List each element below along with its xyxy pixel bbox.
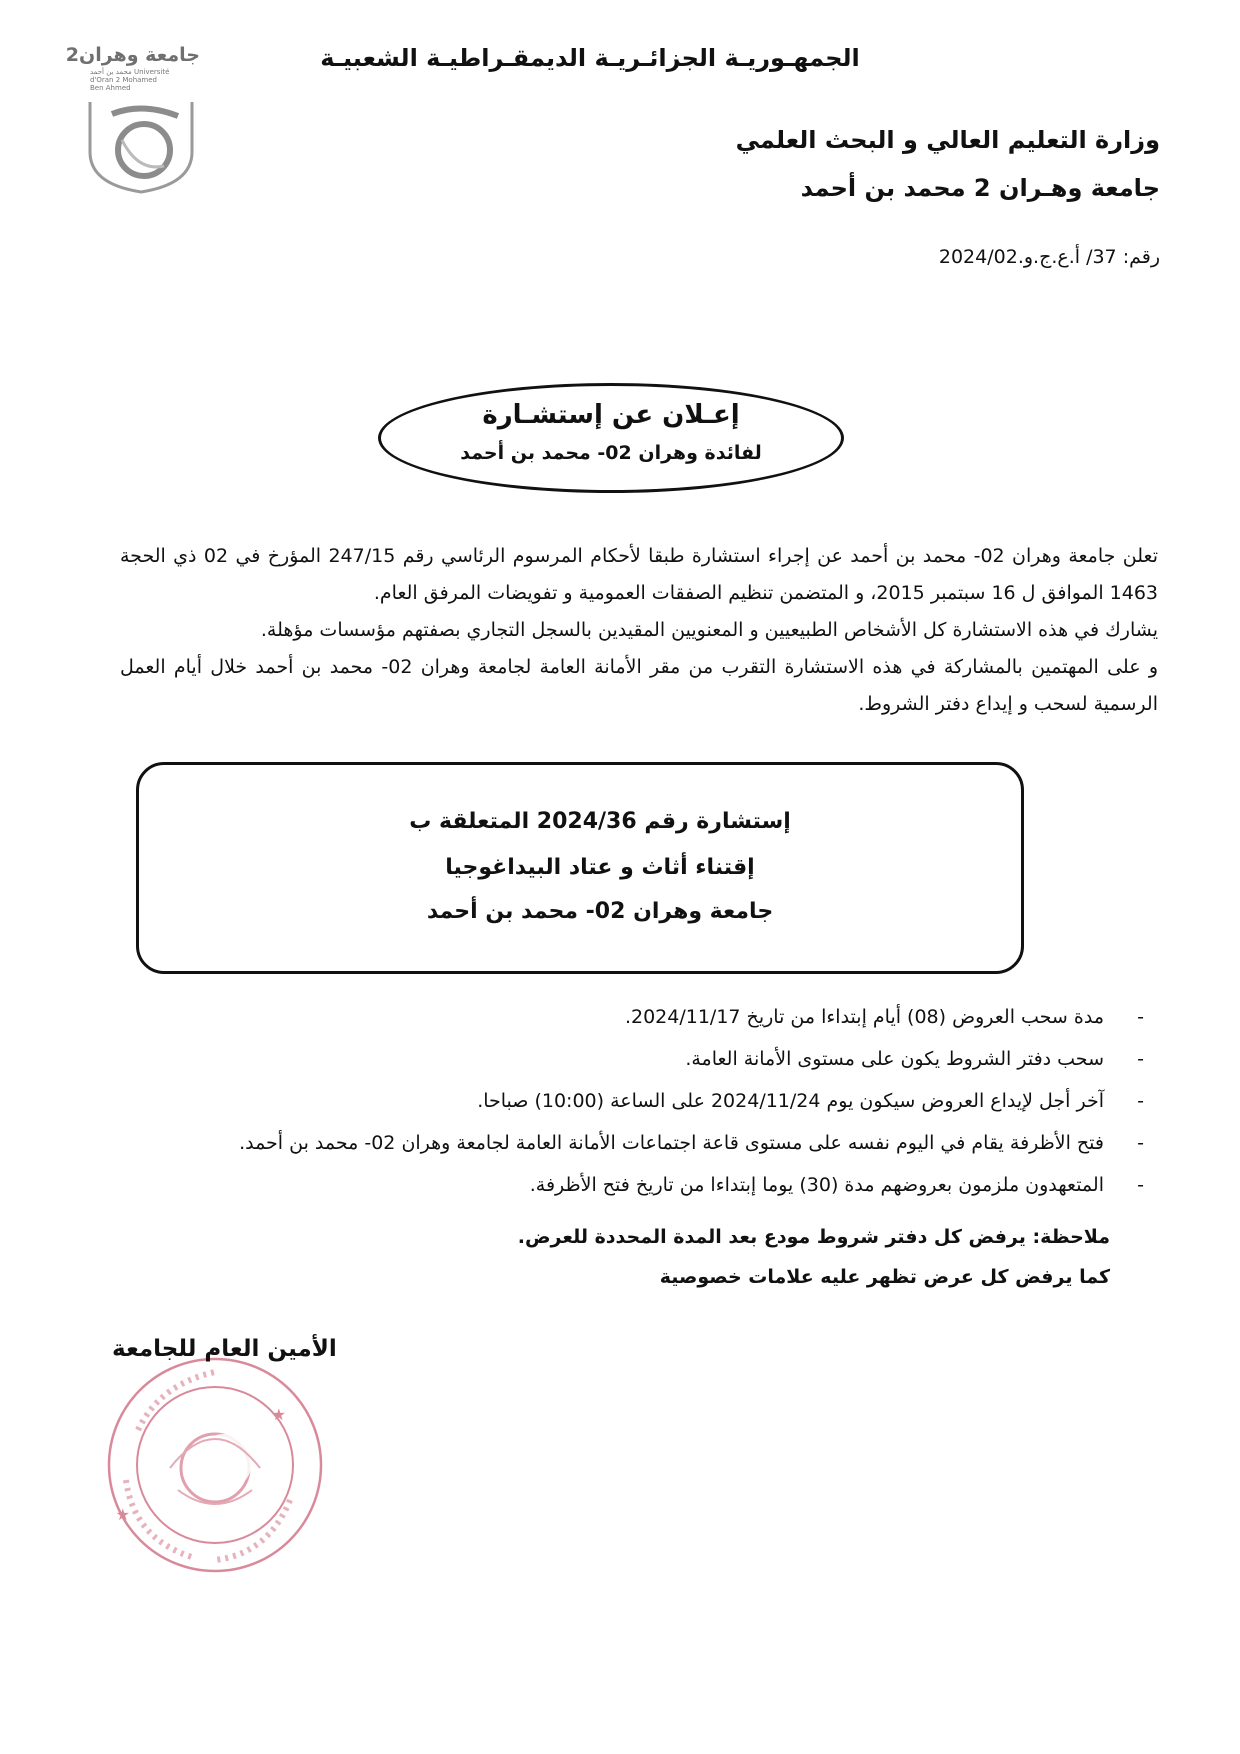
announcement-subtitle: لفائدة وهران 02- محمد بن أحمد	[460, 442, 762, 464]
list-item: - مدة سحب العروض (08) أيام إبتداءا من تاريخ 2024/11/17.	[624, 1006, 1144, 1028]
conditions-list	[144, 996, 1144, 1206]
body-paragraph-instructions: و على المهتمين بالمشاركة في هذه الاستشارة التقرب من مقر الأمانة العامة لجامعة وهران 02- محمد بن أحمد خلال أيام العمل الرسمية لسحب و إيداع دفتر الشروط.	[120, 656, 1158, 715]
note-identifying-marks: كما يرفض كل عرض تظهر عليه علامات خصوصية	[659, 1266, 1110, 1288]
body-paragraph-legal: تعلن جامعة وهران 02- محمد بن أحمد عن إجراء استشارة طبقا لأحكام المرسوم الرئاسي رقم 247/15 المؤرخ في 02 ذي الحجة 1463 الموافق ل 16 سبتمبر 2015، و المتضمن تنظيم الصفقات العمومية و تفويضات المرفق العام.	[120, 545, 1158, 604]
logo-title: جامعة وهران2	[65, 44, 200, 66]
official-stamp-icon	[100, 1350, 330, 1580]
list-item: - فتح الأظرفة يقام في اليوم نفسه على مستوى قاعة اجتماعات الأمانة العامة لجامعة وهران 02- محمد بن أحمد.	[239, 1132, 1144, 1154]
list-item: - آخر أجل لإيداع العروض سيكون يوم 2024/11/24 على الساعة (10:00) صباحا.	[477, 1090, 1144, 1112]
consultation-number: إستشارة رقم 2024/36 المتعلقة ب	[409, 809, 791, 834]
announcement-body	[120, 538, 1158, 723]
consultation-box	[136, 762, 1024, 974]
logo-subtitle: محمد بن أحمد Université d'Oran 2 Mohamed Ben Ahmed	[90, 68, 170, 92]
body-paragraph-eligibility: يشارك في هذه الاستشارة كل الأشخاص الطبيعيين و المعنويين المقيدين بالسجل التجاري بصفتهم مؤسسات مؤهلة.	[260, 619, 1158, 641]
announcement-oval	[378, 383, 844, 493]
consultation-university: جامعة وهران 02- محمد بن أحمد	[426, 899, 774, 924]
list-item: - المتعهدون ملزمون بعروضهم مدة (30) يوما إبتداءا من تاريخ فتح الأظرفة.	[529, 1174, 1144, 1196]
logo-emblem-icon	[65, 44, 200, 194]
university-name: جامعة وهـران 2 محمد بن أحمد	[800, 174, 1160, 202]
reference-number: رقم: 37/ أ.ع.ج.و.2024/02	[938, 246, 1160, 268]
university-logo	[65, 44, 200, 194]
svg-text:★: ★	[115, 1505, 130, 1524]
republic-heading: الجمهـوريـة الجزائـريـة الديمقـراطيـة الشعبيـة	[320, 44, 860, 72]
ministry-name: وزارة التعليم العالي و البحث العلمي	[735, 126, 1160, 154]
list-item: - سحب دفتر الشروط يكون على مستوى الأمانة العامة.	[685, 1048, 1144, 1070]
announcement-title: إعـلان عن إستشـارة	[482, 400, 740, 430]
svg-text:★: ★	[271, 1405, 286, 1424]
consultation-subject: إقتناء أثاث و عتاد البيداغوجيا	[445, 855, 755, 880]
signatory-title: الأمين العام للجامعة	[112, 1336, 337, 1362]
note-late-submission: ملاحظة: يرفض كل دفتر شروط مودع بعد المدة المحددة للعرض.	[517, 1226, 1110, 1248]
